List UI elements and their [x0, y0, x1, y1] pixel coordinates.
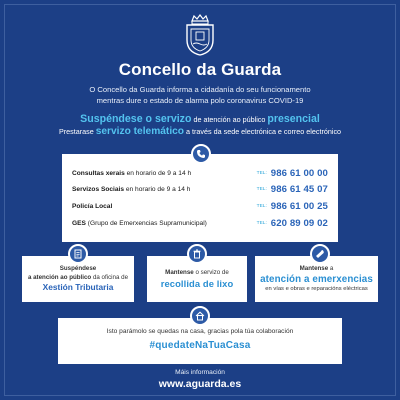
suspension-highlight: Suspéndese o servizo: [80, 113, 192, 125]
suspension-line: [10, 113, 390, 126]
service-notice: [10, 113, 390, 138]
telematic-before: Prestarase: [58, 127, 96, 136]
emergency-highlight: atención a emerxencias: [260, 273, 373, 285]
phone-row-name: GES: [72, 219, 86, 227]
wrench-icon: [310, 244, 330, 264]
tel-label: TEL:: [256, 220, 267, 226]
tel-label: TEL:: [256, 170, 267, 176]
phone-row: [72, 167, 328, 179]
intro-line-1: O Concello da Guarda informa a cidadanía do seu funcionamento: [89, 85, 311, 94]
website-link[interactable]: www.aguarda.es: [158, 378, 242, 390]
suspension-middle: de atención ao público: [191, 115, 268, 124]
suspension-highlight-2: presencial: [267, 113, 320, 125]
phone-row-name: Servizos Sociais: [72, 185, 125, 193]
more-info-label: Máis información: [175, 369, 225, 376]
phone-row-name: Consultas xerais: [72, 169, 125, 177]
page-title: Concello da Guarda: [118, 60, 282, 79]
garbage-highlight: recollida de lixo: [160, 277, 234, 289]
stay-home-hashtag[interactable]: #quedateNaTuaCasa: [149, 340, 251, 351]
phone-number[interactable]: 986 61 00 00: [270, 167, 328, 179]
phone-row-detail: (Grupo de Emerxencias Supramunicipal): [85, 219, 207, 227]
telematic-after: a través da sede electrónica e correo electrónico: [184, 127, 342, 136]
emergency-rest: a: [328, 265, 334, 272]
phone-row: [72, 217, 328, 229]
tax-office-line2-bold: a atención ao público: [27, 273, 92, 281]
garbage-bold: Mantense: [165, 269, 194, 276]
phone-row-detail: en horario de 9 a 14 h: [124, 185, 191, 193]
intro-text: [40, 84, 360, 106]
phone-row-name: Policía Local: [72, 202, 113, 210]
intro-line-2: mentras dure o estado de alarma polo coronavirus COVID-19: [96, 96, 304, 105]
phone-number[interactable]: 986 61 45 07: [270, 183, 328, 195]
document-icon: [68, 244, 88, 264]
telematic-line: [10, 126, 390, 138]
garbage-rest: o servizo de: [193, 269, 229, 276]
phone-row: [72, 200, 328, 212]
phone-icon: [191, 144, 211, 164]
tel-label: TEL:: [256, 203, 267, 209]
tax-office-highlight: Xestión Tributaria: [42, 282, 114, 292]
phone-row: [72, 183, 328, 195]
phone-number[interactable]: 986 61 00 25: [270, 200, 328, 212]
phone-number[interactable]: 620 89 09 02: [270, 217, 328, 229]
tax-office-line2-rest: da oficina de: [91, 273, 129, 281]
coat-of-arms-icon: [183, 14, 217, 56]
trash-bin-icon: [187, 244, 207, 264]
emergency-bold: Mantense: [299, 265, 329, 272]
phone-row-detail: en horario de 9 a 14 h: [124, 169, 192, 177]
phone-directory-card: [62, 154, 338, 242]
tel-label: TEL:: [256, 186, 267, 192]
stay-home-text: Isto parámolo se quedas na casa, gracias pola túa colaboración: [106, 328, 294, 335]
house-icon: [190, 306, 210, 326]
emergency-line-3: en vías e obras e reparacións eléctricas: [265, 285, 368, 292]
tax-office-bold: Suspéndese: [59, 265, 97, 272]
telematic-highlight: servizo telemático: [95, 126, 185, 137]
